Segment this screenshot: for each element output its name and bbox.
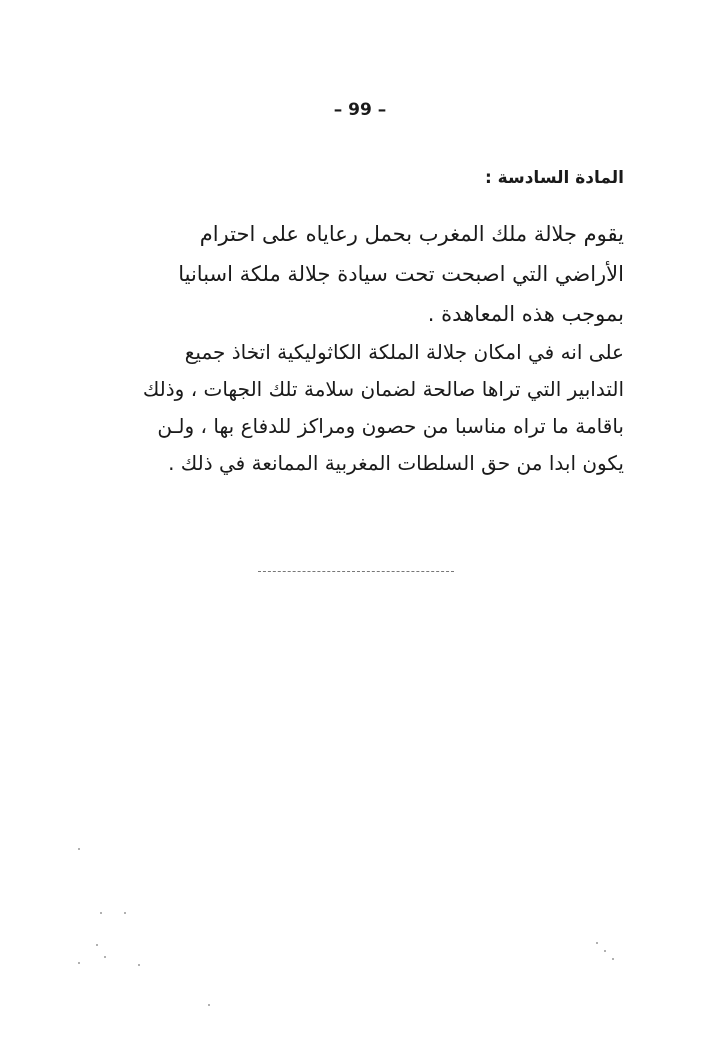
paragraph-line: يقوم جلالة ملك المغرب بحمل رعاياه على احترام [199, 222, 624, 246]
paragraph-line: التدابير التي تراها صالحة لضمان سلامة تلك الجهات ، وذلك [142, 377, 624, 401]
scan-speck [138, 964, 140, 966]
scan-speck [78, 848, 80, 850]
section-divider [258, 571, 454, 572]
paragraph-1 [74, 214, 624, 334]
paragraph-line: باقامة ما تراه مناسبا من حصون ومراكز للدفاع بها ، ولـن [157, 414, 624, 438]
scan-speck [100, 912, 102, 914]
paragraph-line: الأراضي التي اصبحت تحت سيادة جلالة ملكة اسبانيا [178, 262, 624, 286]
paragraph-line: على انه في امكان جلالة الملكة الكاثوليكية اتخاذ جميع [184, 340, 624, 364]
paragraph-line: بموجب هذه المعاهدة . [427, 302, 624, 326]
scan-speck [104, 956, 106, 958]
paragraph-line: يكون ابدا من حق السلطات المغربية الممانعة في ذلك . [168, 451, 624, 475]
scan-speck [208, 1004, 210, 1006]
scan-speck [596, 942, 598, 944]
scan-speck [124, 912, 126, 914]
scan-speck [96, 944, 98, 946]
paragraph-2 [74, 334, 624, 482]
article-heading: المادة السادسة : [484, 168, 624, 188]
scan-speck [78, 962, 80, 964]
scan-speck [612, 958, 614, 960]
page-number: – 99 – [333, 100, 387, 120]
scan-speck [604, 950, 606, 952]
